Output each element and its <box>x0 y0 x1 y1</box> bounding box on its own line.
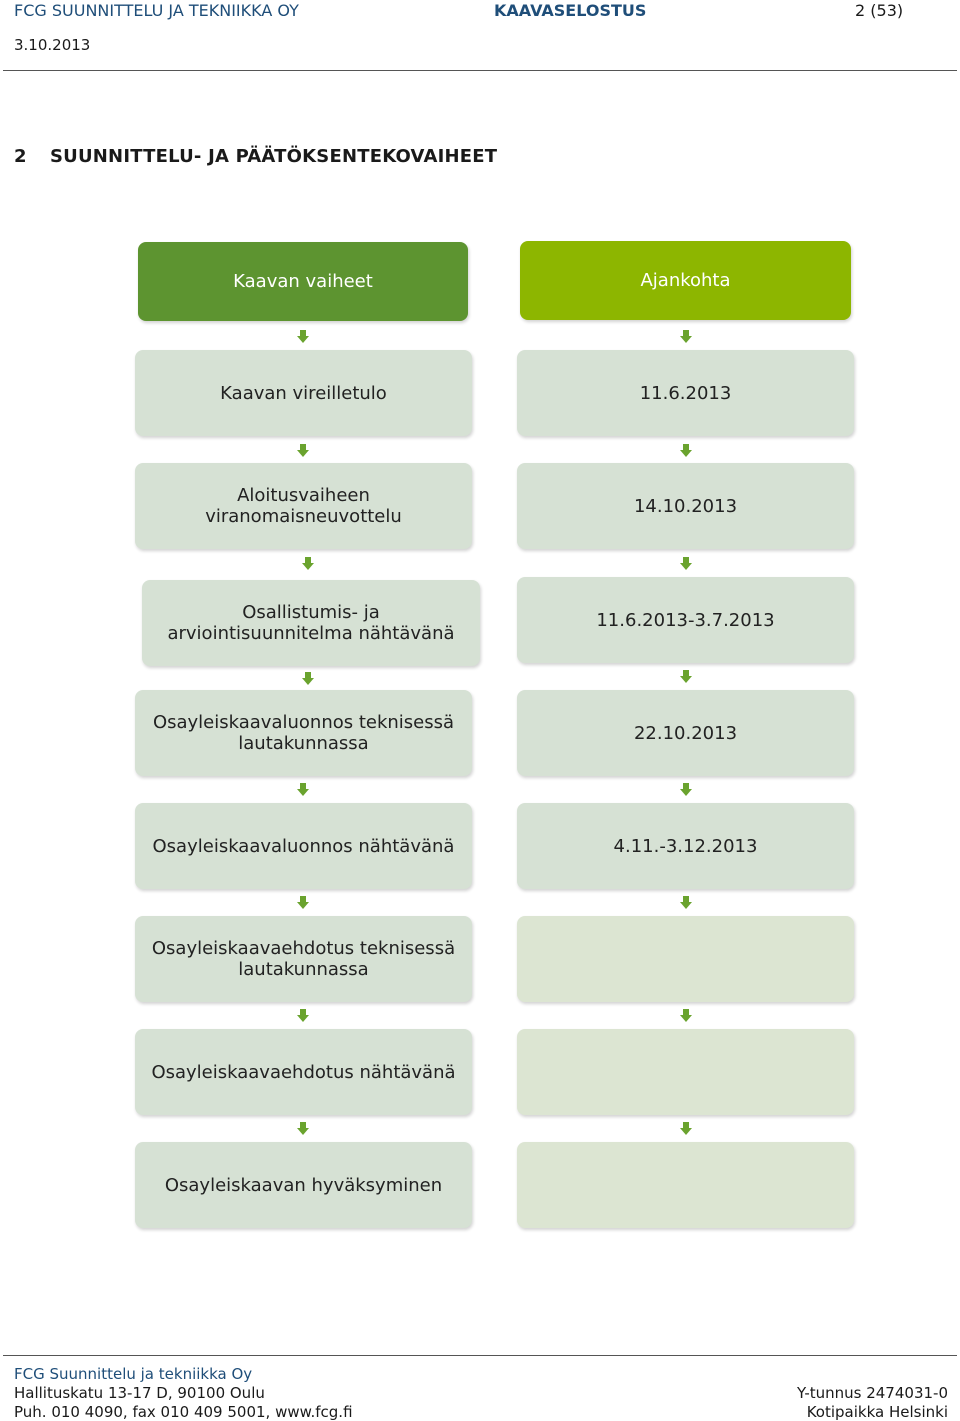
footer-address: Hallituskatu 13-17 D, 90100 Oulu <box>14 1384 265 1402</box>
flow-arrow-down-icon <box>680 330 692 343</box>
phases-header-box <box>138 242 468 321</box>
flow-arrow-down-icon <box>680 444 692 457</box>
phases-header-label: Kaavan vaiheet <box>233 271 373 292</box>
phase-label-6: Osayleiskaavaehdotus teknisessä lautakunnassa <box>151 938 456 980</box>
phase-box-4 <box>135 690 472 776</box>
phase-box-7 <box>135 1029 472 1115</box>
flow-arrow-down-icon <box>297 1122 309 1135</box>
footer-divider <box>3 1355 957 1356</box>
date-box-7 <box>517 1029 854 1115</box>
flow-arrow-down-icon <box>297 896 309 909</box>
flow-arrow-down-icon <box>302 557 314 570</box>
flow-arrow-down-icon <box>297 330 309 343</box>
date-box-8 <box>517 1142 854 1228</box>
flow-arrow-down-icon <box>302 672 314 685</box>
phase-label-1: Kaavan vireilletulo <box>220 382 387 404</box>
date-label-3: 11.6.2013-3.7.2013 <box>596 609 775 631</box>
footer-contact: Puh. 010 4090, fax 010 409 5001, www.fcg.fi <box>14 1403 353 1421</box>
phase-label-8: Osayleiskaavan hyväksyminen <box>164 1174 443 1196</box>
flow-arrow-down-icon <box>680 670 692 683</box>
date-box-4 <box>517 690 854 776</box>
section-number: 2 <box>14 146 27 167</box>
flow-arrow-down-icon <box>680 557 692 570</box>
date-box-2 <box>517 463 854 549</box>
date-box-6 <box>517 916 854 1002</box>
phase-box-3 <box>142 580 480 666</box>
timing-header-label: Ajankohta <box>640 270 731 291</box>
phase-box-6 <box>135 916 472 1002</box>
date-label-4: 22.10.2013 <box>633 722 738 744</box>
section-heading <box>14 146 497 167</box>
flow-arrow-down-icon <box>297 783 309 796</box>
flow-arrow-down-icon <box>297 1009 309 1022</box>
date-label-2: 14.10.2013 <box>633 495 738 517</box>
timing-header-box <box>520 241 851 320</box>
flow-arrow-down-icon <box>680 896 692 909</box>
phase-label-7: Osayleiskaavaehdotus nähtävänä <box>151 1061 456 1083</box>
phase-box-5 <box>135 803 472 889</box>
date-box-1 <box>517 350 854 436</box>
phase-label-2: Aloitusvaiheen viranomaisneuvottelu <box>205 485 402 527</box>
footer-business-id: Y-tunnus 2474031-0 <box>796 1384 948 1402</box>
phase-box-1 <box>135 350 472 436</box>
date-label-5: 4.11.-3.12.2013 <box>613 835 758 857</box>
footer-domicile: Kotipaikka Helsinki <box>806 1403 948 1421</box>
header-divider <box>3 70 957 71</box>
flow-arrow-down-icon <box>297 444 309 457</box>
phase-label-4: Osayleiskaavaluonnos teknisessä lautakunnassa <box>152 712 455 754</box>
flow-arrow-down-icon <box>680 783 692 796</box>
phase-box-2 <box>135 463 472 549</box>
date-label-1: 11.6.2013 <box>639 382 732 404</box>
flow-arrow-down-icon <box>680 1122 692 1135</box>
header-date: 3.10.2013 <box>14 36 91 54</box>
date-box-5 <box>517 803 854 889</box>
flow-arrow-down-icon <box>680 1009 692 1022</box>
phase-label-3: Osallistumis- ja arviointisuunnitelma nähtävänä <box>167 602 455 644</box>
header-page-number: 2 (53) <box>855 1 904 20</box>
header-company: FCG SUUNNITTELU JA TEKNIIKKA OY <box>14 1 299 20</box>
header-document-type: KAAVASELOSTUS <box>494 1 647 20</box>
date-box-3 <box>517 577 854 663</box>
footer-company: FCG Suunnittelu ja tekniikka Oy <box>14 1365 253 1383</box>
section-title: SUUNNITTELU- JA PÄÄTÖKSENTEKOVAIHEET <box>50 146 498 167</box>
phase-box-8 <box>135 1142 472 1228</box>
phase-label-5: Osayleiskaavaluonnos nähtävänä <box>152 835 455 857</box>
